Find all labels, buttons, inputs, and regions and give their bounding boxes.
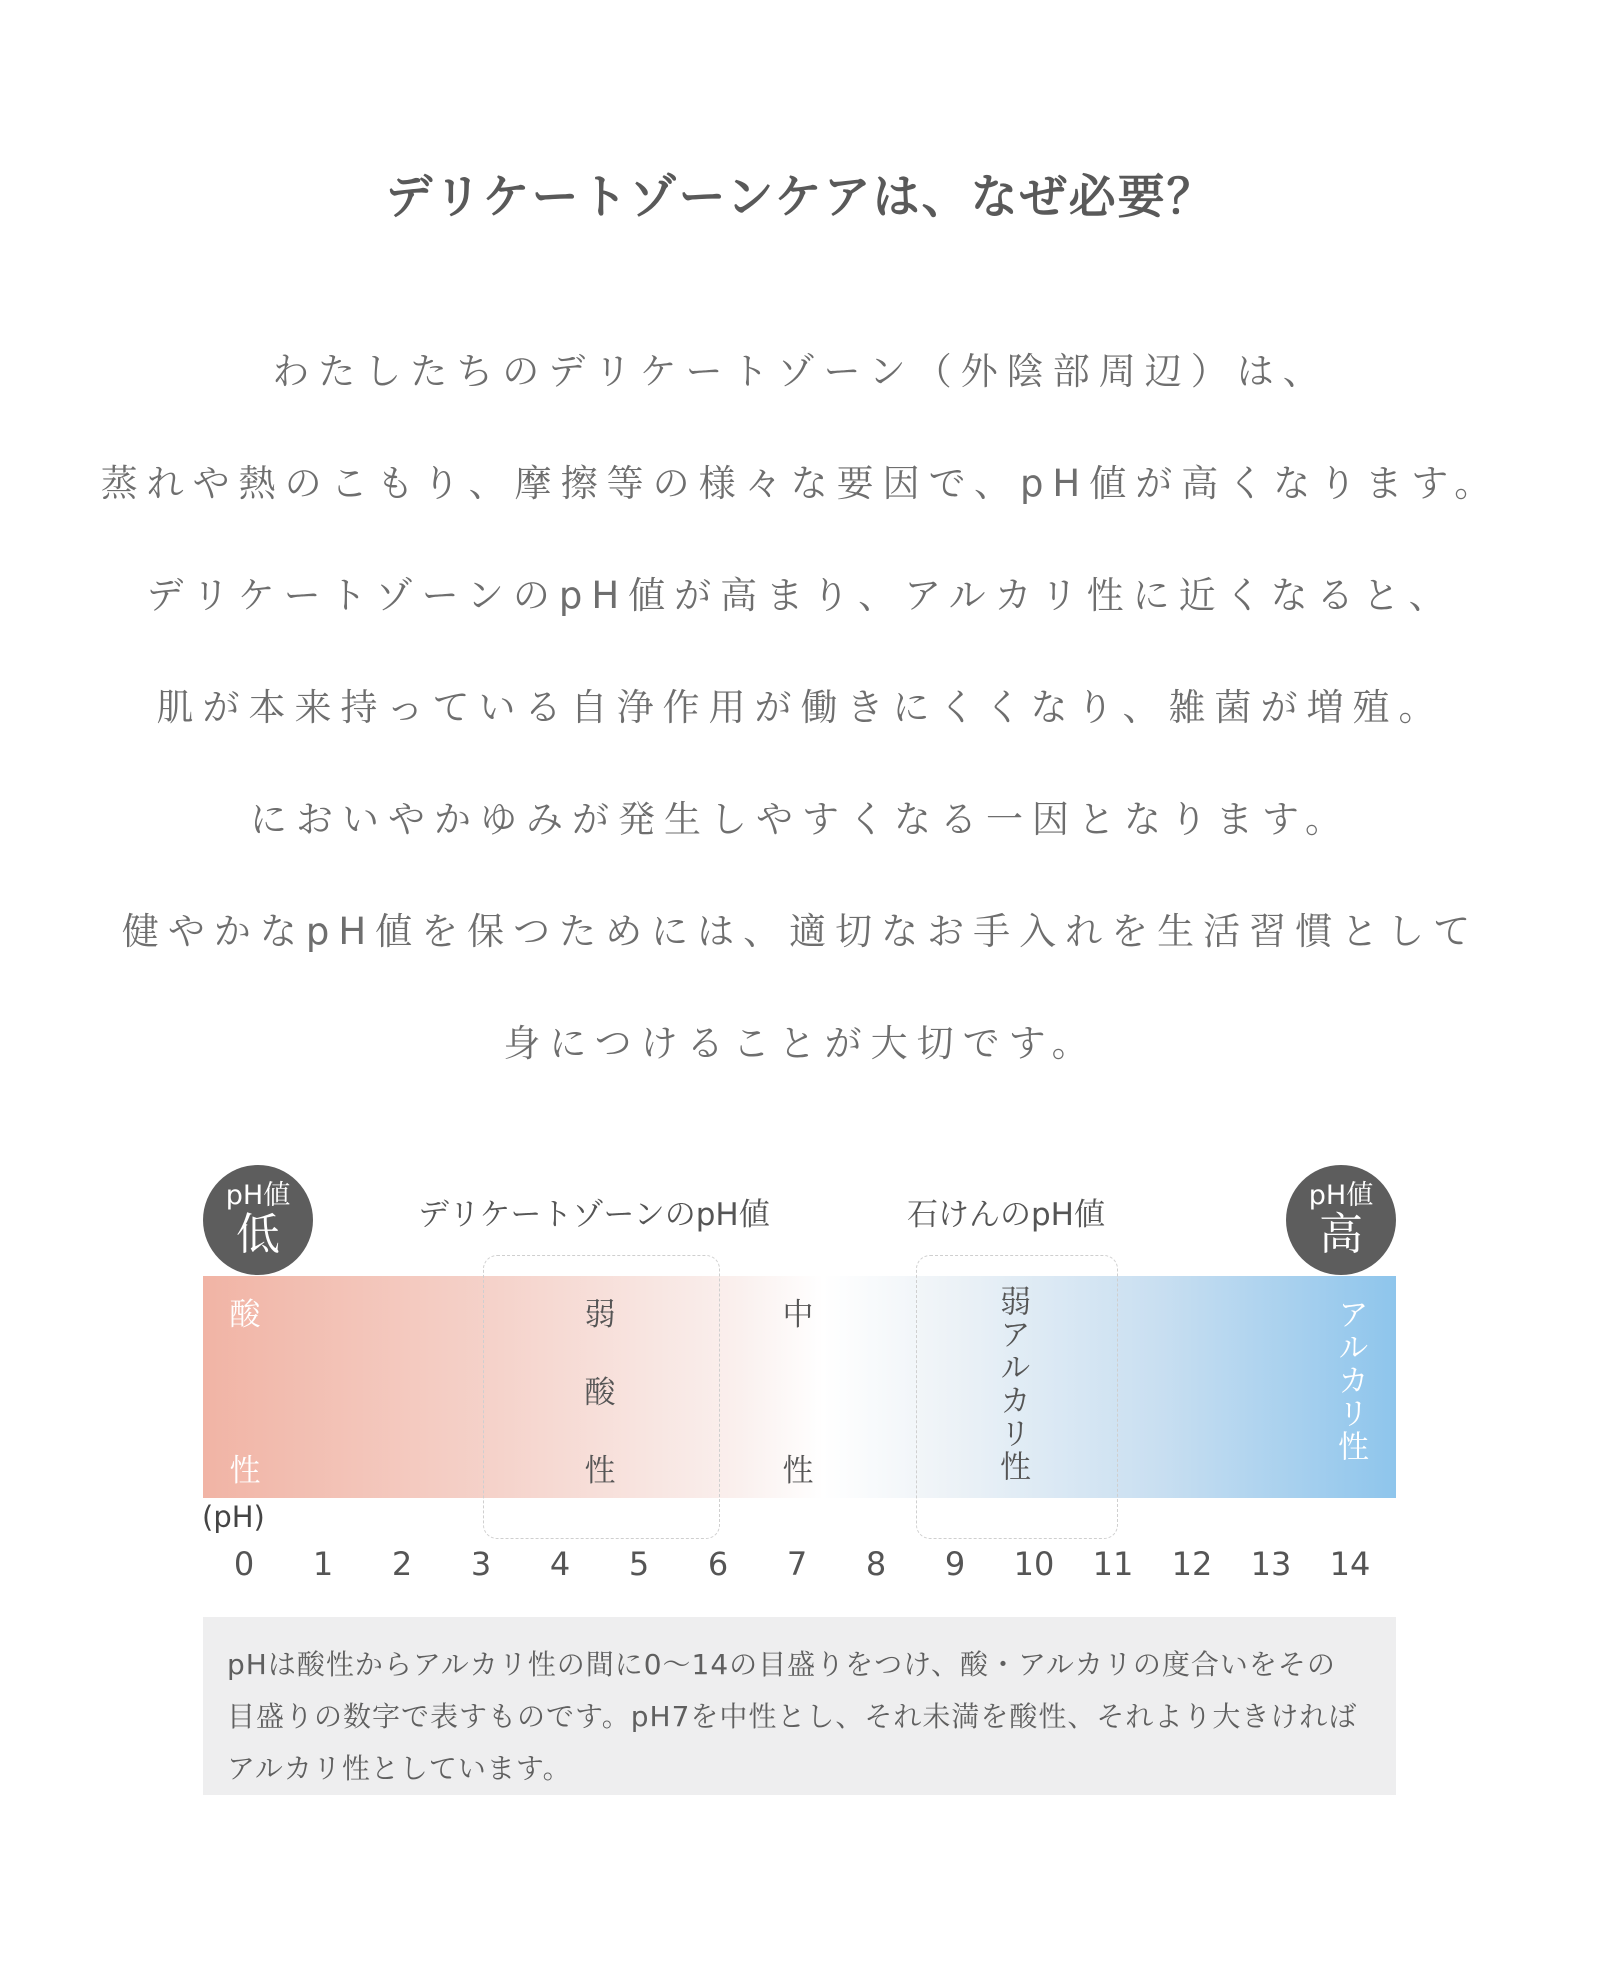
intro-line: 身につけることが大切です。 [503, 1022, 1098, 1065]
badge-low-label: 低 [236, 1209, 280, 1260]
ph-tick-label: 10 [1013, 1545, 1055, 1583]
intro-line: 肌が本来持っている自浄作用が働きにくくなり、雑菌が増殖。 [156, 686, 1445, 729]
ph-tick-label: 9 [944, 1545, 966, 1583]
intro-line: デリケートゾーンのpH値が高まり、アルカリ性に近くなると、 [146, 574, 1455, 617]
ph-tick-label: 13 [1250, 1545, 1292, 1583]
soap-caption: 石けんのpH値 [907, 1197, 1105, 1233]
zone-weak-alkali-label: 弱アルカリ性 [994, 1285, 1030, 1483]
ph-tick-label: 12 [1171, 1545, 1213, 1583]
ph-tick-label: 14 [1329, 1545, 1371, 1583]
intro-text [0, 340, 1601, 1124]
ph-tick-label: 6 [707, 1545, 729, 1583]
delicate-zone-caption: デリケートゾーンのpH値 [418, 1197, 770, 1233]
note-line: アルカリ性としています。 [227, 1752, 572, 1785]
ph-tick-label: 5 [628, 1545, 650, 1583]
intro-line: 健やかなpH値を保つためには、適切なお手入れを生活習慣として [121, 910, 1480, 953]
badge-ph-label: pH値 [225, 1180, 291, 1211]
ph-tick-label: 8 [865, 1545, 887, 1583]
ph-tick-label: 0 [233, 1545, 255, 1583]
page-title: デリケートゾーンケアは、なぜ必要？ [385, 170, 1216, 225]
ph-tick-label: 2 [391, 1545, 413, 1583]
ph-high-badge [1286, 1165, 1396, 1275]
zone-alkali-label: アルカリ性 [1332, 1298, 1368, 1463]
ph-scale [0, 1545, 1601, 1585]
intro-line: 蒸れや熱のこもり、摩擦等の様々な要因で、pH値が高くなります。 [100, 462, 1501, 505]
note-line: pHは酸性からアルカリ性の間に0〜14の目盛りをつけ、酸・アルカリの度合いをその [227, 1648, 1336, 1681]
ph-unit-label: (pH) [202, 1500, 265, 1534]
ph-tick-label: 3 [470, 1545, 492, 1583]
ph-tick-label: 4 [549, 1545, 571, 1583]
badge-ph-label: pH値 [1308, 1180, 1374, 1211]
intro-line: わたしたちのデリケートゾーン（外陰部周辺）は、 [272, 350, 1329, 393]
intro-line: においやかゆみが発生しやすくなる一因となります。 [249, 798, 1352, 841]
zone-acid-label: 酸 性 [229, 1297, 261, 1489]
ph-low-badge [203, 1165, 313, 1275]
ph-tick-label: 7 [786, 1545, 808, 1583]
ph-tick-label: 1 [312, 1545, 334, 1583]
ph-tick-label: 11 [1092, 1545, 1134, 1583]
zone-weak-acid-label: 弱 酸 性 [584, 1297, 616, 1489]
zone-neutral-label: 中 性 [782, 1297, 814, 1489]
ph-explanation-note [203, 1617, 1396, 1795]
badge-high-label: 高 [1319, 1209, 1363, 1260]
note-line: 目盛りの数字で表すものです。pH7を中性とし、それ未満を酸性、それより大きければ [227, 1700, 1358, 1733]
